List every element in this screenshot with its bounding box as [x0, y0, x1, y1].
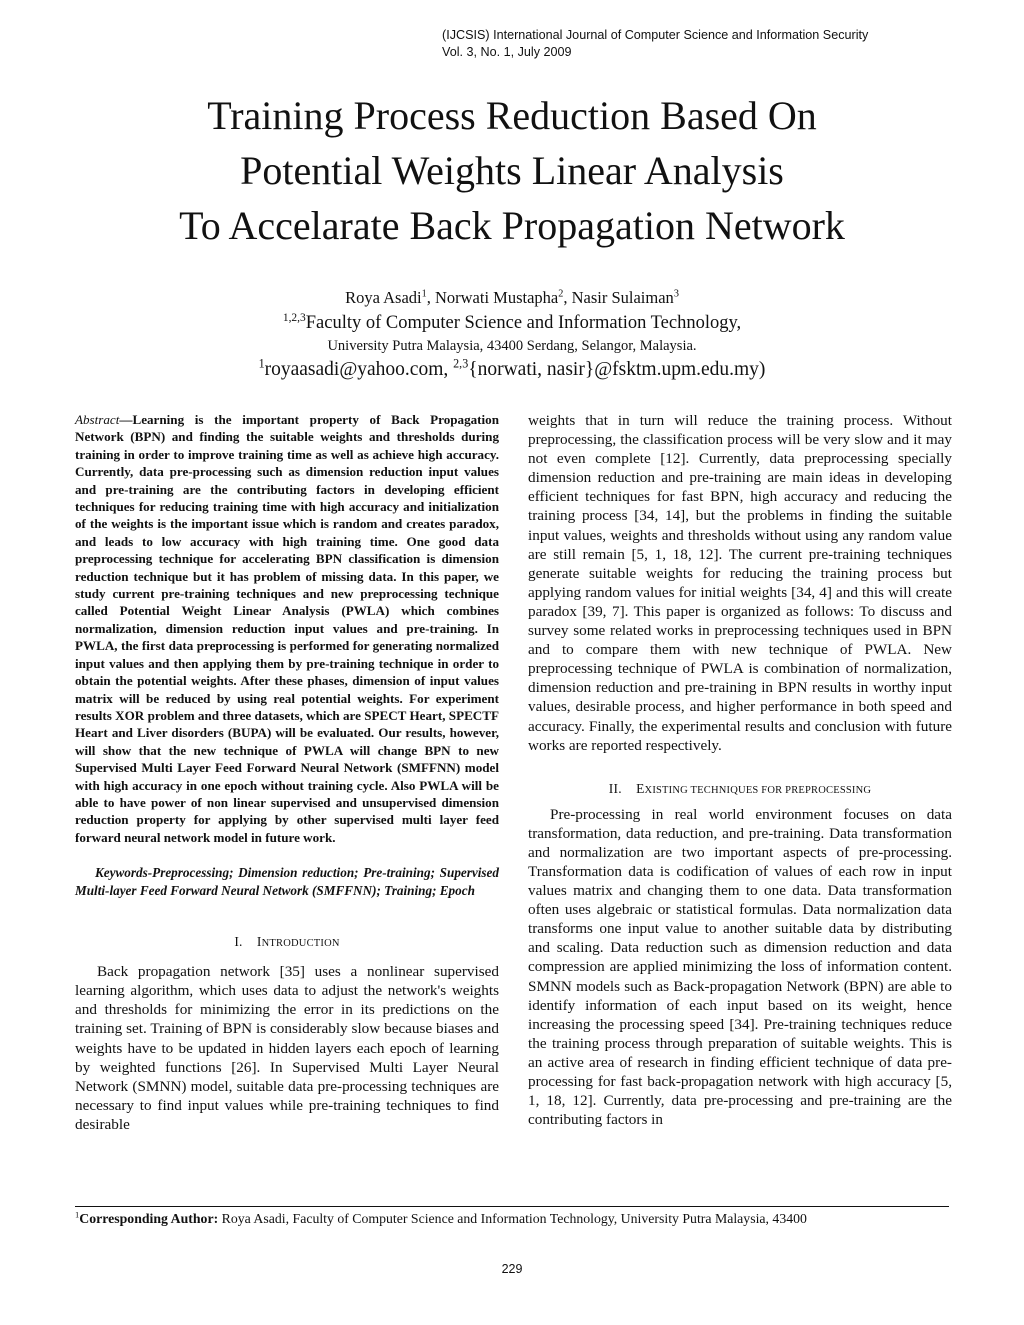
- emails: [0, 356, 1024, 384]
- abstract-label: Abstract: [75, 412, 120, 427]
- page-number: 229: [501, 1262, 523, 1276]
- title-line-2: Potential Weights Linear Analysis: [240, 148, 784, 193]
- introduction-paragraph: Back propagation network [35] uses a nonlinear supervised learning algorithm, which uses data to adjust the network's weights and thresholds for minimizing the error in its predictions on the training set. Training of BPN is considerably slow because biases and weights have to be updated in hidden layers each epoch of learning by weighted functions [26]. In Supervised Multi Layer Neural Network (SMNN) model, suitable data pre-processing techniques are necessary to find input values while pre-training techniques to find desirable: [75, 963, 499, 1133]
- paper-title: [0, 88, 1024, 253]
- author-3-sup: 3: [673, 288, 679, 300]
- university: University Putra Malaysia, 43400 Serdang, Selangor, Malaysia.: [327, 338, 697, 354]
- affiliation-sup: 1,2,3: [282, 311, 306, 324]
- right-column: [528, 411, 952, 1129]
- section-2-title: XISTING TECHNIQUES FOR PREPROCESSING: [644, 784, 872, 796]
- affiliation-text: Faculty of Computer Science and Information Technology,: [305, 313, 742, 333]
- left-column: [75, 411, 499, 1134]
- section-2-initial: E: [636, 780, 645, 796]
- abstract-text: —Learning is the important property of Back Propagation Network (BPN) and finding the suitable weights and thresholds during training in order to improve training time as well as achieve high accuracy. Currently, data pre-processing such as dimension reduction input values and pre-training are the contributing factors in developing efficient techniques for reducing training time with high accuracy and initialization of the weights is the important issue which is random and creates paradox, and leads to low accuracy with high training time. One good data preprocessing technique for accelerating BPN classification is dimension reduction technique but it has problem of missing data. In this paper, we study current pre-training techniques and new preprocessing technique called Potential Weight Linear Analysis (PWLA) which combines normalization, dimension reduction input values and pre-training. In PWLA, the first data preprocessing is performed for generating normalized input values and then applying them by pre-training technique in order to obtain the potential weights. After these phases, dimension of input values matrix will be reduced by using real potential weights. For experiment results XOR problem and three datasets, which are SPECT Heart, SPECTF Heart and Liver disorders (BUPA) will be evaluated. Our results, however, will show that the new technique of PWLA will change BPN to new Supervised Multi Layer Feed Forward Neural Network (SMFFNN) model with high accuracy in one epoch without training cycle. Also PWLA will be able to have power of non linear supervised and unsupervised dimension reduction property for applying by other supervised multi layer feed forward neural network model in future work.: [75, 412, 499, 845]
- journal-name: (IJCSIS) International Journal of Computer Science and Information Security: [442, 28, 869, 42]
- email-1-sup: 1: [258, 356, 265, 371]
- keywords: Keywords-Preprocessing; Dimension reduction; Pre-training; Supervised Multi-layer Feed Forward Neural Network (SMFFNN); Training; Epoch: [75, 865, 499, 899]
- section-1-numeral: I.: [234, 934, 243, 950]
- author-block: [0, 286, 1024, 384]
- title-line-3: To Accelarate Back Propagation Network: [179, 203, 845, 248]
- journal-issue: Vol. 3, No. 1, July 2009: [442, 45, 572, 59]
- email-2[interactable]: {norwati, nasir}@fsktm.upm.edu.my): [468, 359, 766, 380]
- author-3: , Nasir Sulaiman: [563, 288, 674, 307]
- footnote-text: Roya Asadi, Faculty of Computer Science and Information Technology, University Putra Malaysia, 43400: [218, 1211, 807, 1226]
- section-1-title: NTRODUCTION: [261, 938, 340, 950]
- journal-header: [442, 27, 962, 61]
- section-heading-introduction: [75, 934, 499, 950]
- email-1[interactable]: royaasadi@yahoo.com,: [264, 359, 454, 380]
- author-2-sup: 2: [558, 288, 564, 300]
- footnote: [75, 1210, 949, 1228]
- author-1: Roya Asadi: [345, 288, 422, 307]
- introduction-paragraph-continued: weights that in turn will reduce the training process. Without preprocessing, the classification process will be very slow and it may not even complete [12]. Currently, data preprocessing specially dimension reduction and pre-training are main ideas in developing efficient techniques for fast BPN, high accuracy and reducing the training process [34, 14], but the problems in finding the suitable input values, weights and thresholds without using any random value are still remain [5, 1, 18, 12]. The current pre-training techniques generate suitable weights for reducing the training process but applying random values for initial weights [34, 4] and this will create paradox [39, 7]. This paper is organized as follows: To discuss and survey some related works in preprocessing techniques used in BPN and to compare them with new technique of PWLA. New preprocessing technique of PWLA is combination of normalization, dimension reduction and pre-training in BPN results in worthy input values, desirable process, and higher performance in both speed and accuracy. Finally, the experimental results and conclusion with future works are reported respectively.: [528, 412, 952, 754]
- abstract: [75, 411, 499, 846]
- title-line-1: Training Process Reduction Based On: [207, 93, 817, 138]
- footnote-sup: 1: [75, 1209, 80, 1220]
- preprocessing-paragraph: Pre-processing in real world environment focuses on data transformation, data reduction, and pre-training. Data transformation and normalization are two important aspects of pre-processing. Transformation data is codification of values of each row in input values matrix and changing them to one data. Data transformation often uses algebraic or statistical formulas. Data normalization data transforms one input value to another suitable data by distributing and scaling. Data reduction such as dimension reduction and data compression are applied minimizing the loss of information content. SMNN models such as Back-propagation Network (BPN) are able to identify information of each input based on its weight, hence increasing the processing speed [34]. Pre-training techniques reduce the training process through preparation of suitable weights. This is an active area of research in finding efficient technique of data pre-processing for fast back-propagation network with high accuracy [5, 1, 18, 12]. Currently, data pre-processing and pre-training are the contributing factors in: [528, 805, 952, 1129]
- author-1-sup: 1: [421, 288, 427, 300]
- footnote-divider: [75, 1206, 949, 1207]
- section-2-numeral: II.: [608, 780, 622, 796]
- affiliation: [0, 310, 1024, 336]
- author-2: , Norwati Mustapha: [426, 288, 559, 307]
- section-1-initial: I: [256, 934, 262, 950]
- author-names: [0, 286, 1024, 310]
- email-2-sup: 2,3: [453, 356, 469, 371]
- section-heading-existing-techniques: [528, 781, 952, 797]
- footnote-label: Corresponding Author:: [79, 1211, 219, 1226]
